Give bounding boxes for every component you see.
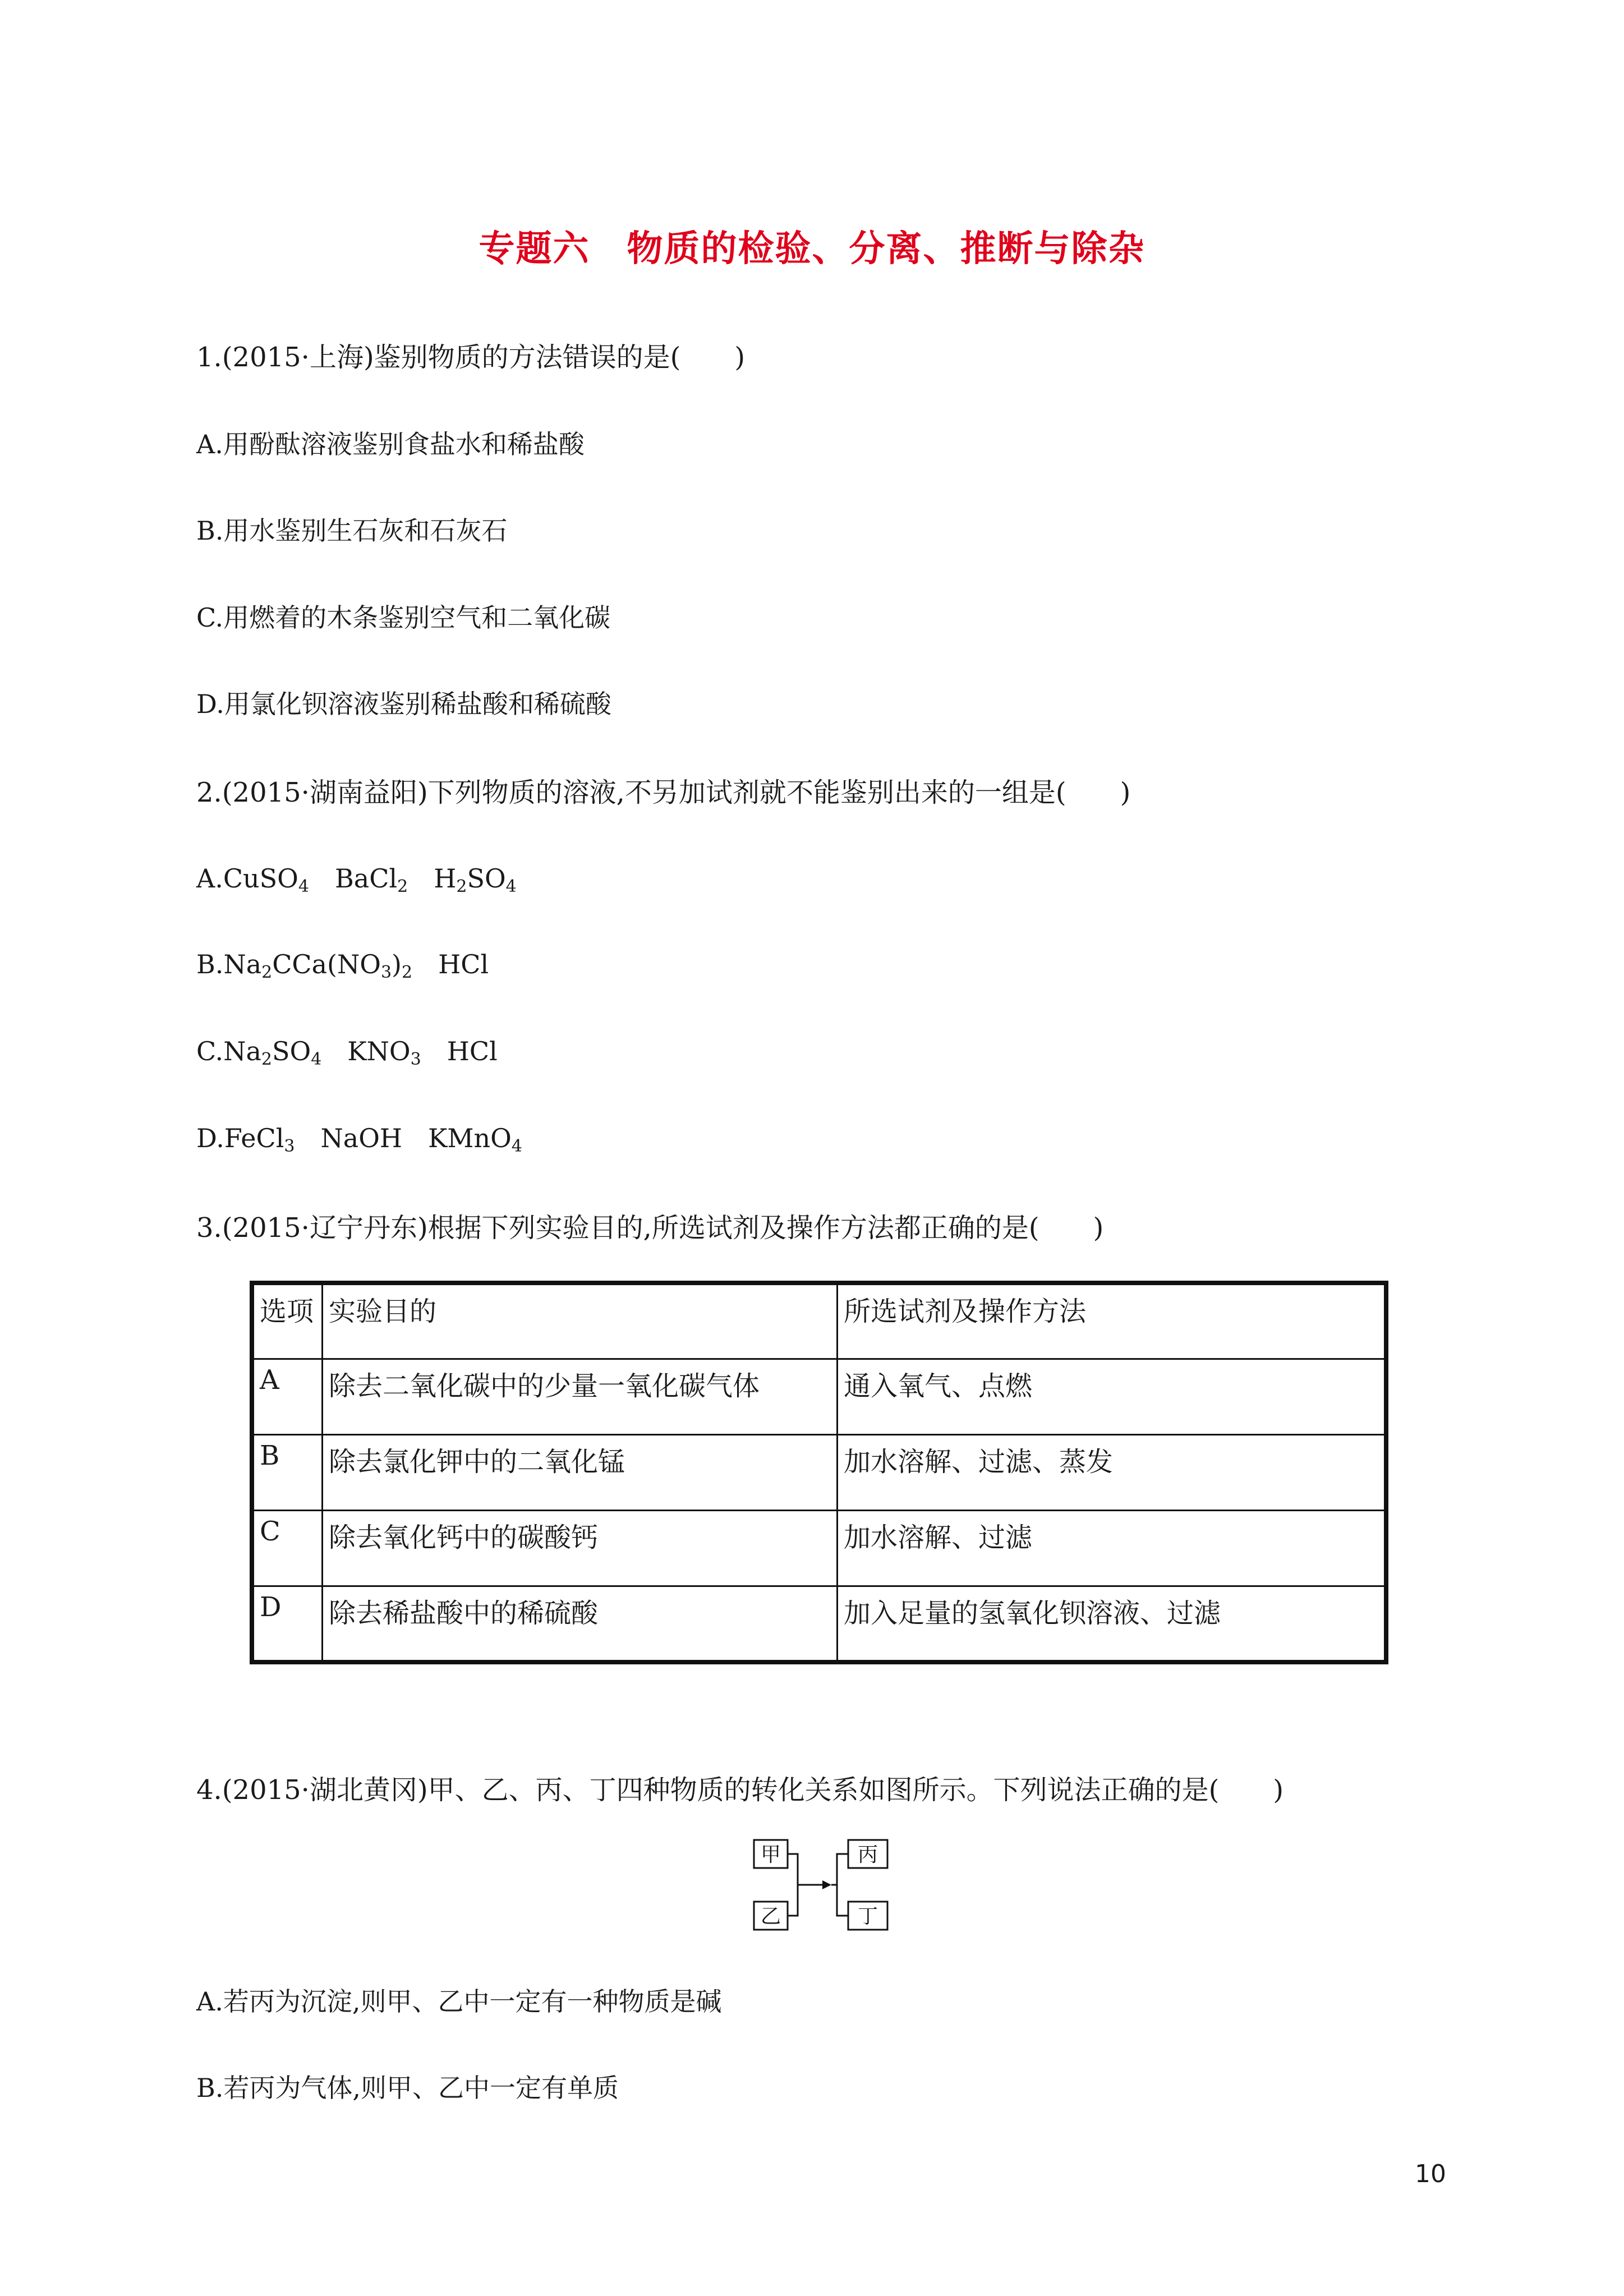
- question-4-option-b: B.若丙为气体,则甲、乙中一定有单质: [196, 2073, 619, 2103]
- experiment-table: [250, 1281, 1388, 1664]
- left-bracket-line: [788, 1854, 798, 1916]
- question-4-stem: 4.(2015·湖北黄冈)甲、乙、丙、丁四种物质的转化关系如图所示。下列说法正确的是( ): [196, 1774, 1284, 1806]
- question-2-option-c: $C.Na_2SO_4$ $KNO_3$ HCl: [196, 1036, 498, 1069]
- table-cell: 加水溶解、过滤: [838, 1511, 1387, 1586]
- conversion-diagram: [746, 1833, 898, 1940]
- label-bing: 丙: [857, 1843, 878, 1866]
- label-ding: 丁: [857, 1905, 878, 1928]
- table-row: [252, 1359, 1386, 1434]
- label-yi: 乙: [760, 1905, 781, 1928]
- right-bracket-line: [837, 1854, 848, 1916]
- option-prefix: C.: [196, 1036, 224, 1066]
- table-row: [252, 1511, 1386, 1586]
- arrow-head-icon: [822, 1880, 831, 1889]
- table-cell: 除去二氧化碳中的少量一氧化碳气体: [323, 1359, 838, 1434]
- table-header-cell: 选项: [252, 1283, 323, 1359]
- table-cell: C: [252, 1511, 323, 1586]
- table-cell: B: [252, 1434, 323, 1510]
- option-prefix: A.: [196, 863, 223, 894]
- page-number: 10: [1415, 2160, 1446, 2188]
- table-cell: 通入氧气、点燃: [838, 1359, 1387, 1434]
- table-cell: 加水溶解、过滤、蒸发: [838, 1434, 1387, 1510]
- table-header-row: [252, 1283, 1386, 1359]
- question-1-option-b: B.用水鉴别生石灰和石灰石: [196, 516, 508, 546]
- question-3-stem: 3.(2015·辽宁丹东)根据下列实验目的,所选试剂及操作方法都正确的是( ): [196, 1212, 1104, 1244]
- table-row: [252, 1434, 1386, 1510]
- question-1-option-d: D.用氯化钡溶液鉴别稀盐酸和稀硫酸: [196, 689, 611, 719]
- table-header-cell: 所选试剂及操作方法: [838, 1283, 1387, 1359]
- table-cell: 除去氯化钾中的二氧化锰: [323, 1434, 838, 1510]
- question-2-option-b: $B.Na_2CCa(NO_3)_2$ HCl: [196, 949, 489, 982]
- label-jia: 甲: [760, 1843, 781, 1866]
- page-title: 专题六 物质的检验、分离、推断与除杂: [479, 228, 1145, 270]
- question-4-option-a: A.若丙为沉淀,则甲、乙中一定有一种物质是碱: [196, 1986, 722, 2017]
- table-cell: A: [252, 1359, 323, 1434]
- question-1-option-c: C.用燃着的木条鉴别空气和二氧化碳: [196, 602, 611, 633]
- option-prefix: D.: [196, 1123, 224, 1153]
- question-2-option-d: D.FeCl$_3$ NaOH KMnO$_4$: [196, 1123, 522, 1156]
- table-cell: 加入足量的氢氧化钡溶液、过滤: [838, 1586, 1387, 1662]
- table-row: [252, 1586, 1386, 1662]
- table-cell: D: [252, 1586, 323, 1662]
- option-prefix: B.: [196, 949, 224, 979]
- question-1-option-a: A.用酚酞溶液鉴别食盐水和稀盐酸: [196, 429, 585, 459]
- table-cell: 除去稀盐酸中的稀硫酸: [323, 1586, 838, 1662]
- table-header-cell: 实验目的: [323, 1283, 838, 1359]
- question-2-stem: 2.(2015·湖南益阳)下列物质的溶液,不另加试剂就不能鉴别出来的一组是( ): [196, 777, 1131, 808]
- table-cell: 除去氧化钙中的碳酸钙: [323, 1511, 838, 1586]
- question-1-stem: 1.(2015·上海)鉴别物质的方法错误的是( ): [196, 342, 746, 373]
- question-2-option-a: A.CuSO$_4$ BaCl$_2$ $H_2SO_4$: [196, 863, 517, 896]
